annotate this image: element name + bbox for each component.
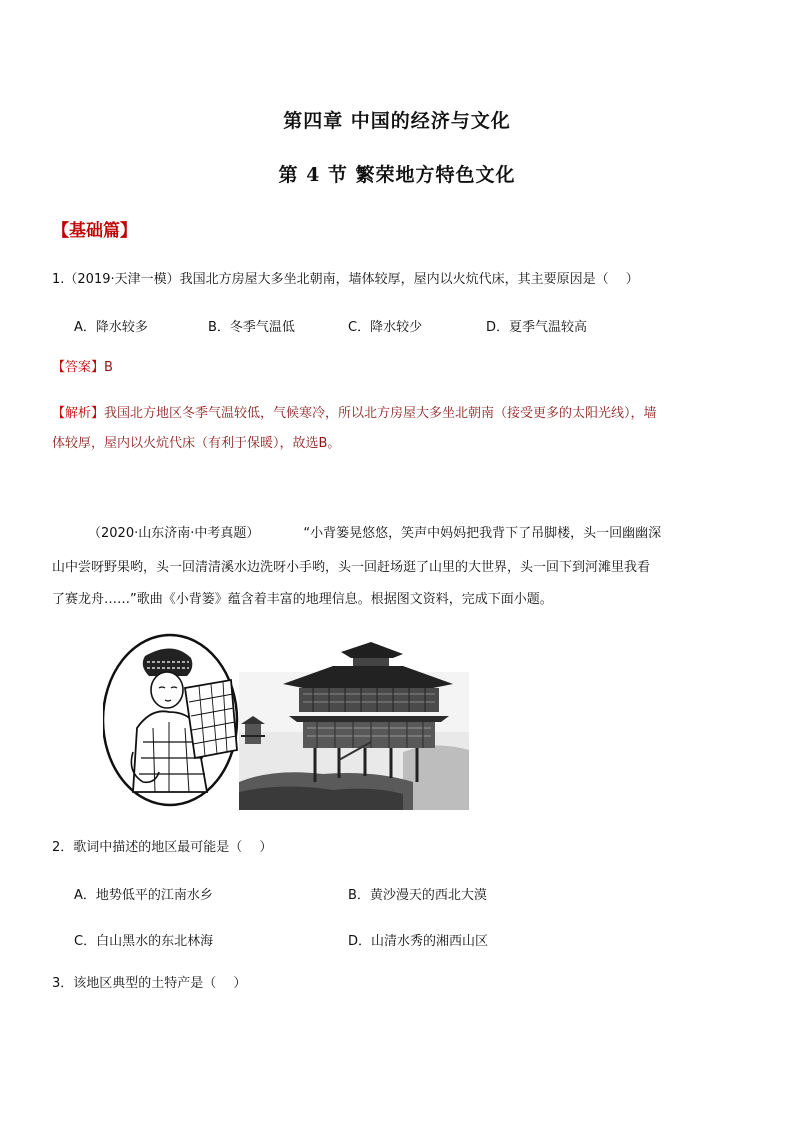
- analysis-text-1: 我国北方地区冬季气温较低，气候寒冷，所以北方房屋大多坐北朝南（接受更多的太阳光线），墙: [104, 406, 657, 421]
- chapter-title: 第四章 中国的经济与文化: [283, 110, 511, 132]
- passage-figure: [103, 632, 469, 810]
- q1-option-c: C．降水较少: [348, 320, 423, 335]
- figure-illustration: [103, 632, 469, 810]
- section-title: 第 4 节 繁荣地方特色文化: [278, 164, 516, 186]
- q2-option-d: D．山清水秀的湘西山区: [348, 934, 489, 949]
- q1-option-d: D．夏季气温较高: [486, 320, 588, 335]
- passage-line-3: 了赛龙舟……”歌曲《小背篓》蕴含着丰富的地理信息。根据图文资料，完成下面小题。: [52, 592, 553, 607]
- q1-option-a: A．降水较多: [74, 320, 148, 335]
- analysis-label: 【解析】: [52, 406, 105, 421]
- passage-quote-start: “小背篓晃悠悠，笑声中妈妈把我背下了吊脚楼，头一回幽幽深: [303, 526, 662, 541]
- passage-line-1: [52, 518, 661, 550]
- q2-option-c: C．白山黑水的东北林海: [74, 934, 214, 949]
- answer-value: B: [104, 360, 113, 375]
- passage-source: （2020·山东济南·中考真题）: [88, 526, 260, 541]
- question-3-stem: 3．该地区典型的土特产是（ ）: [52, 976, 247, 991]
- passage-line-2: 山中尝呀野果哟，头一回清清溪水边洗呀小手哟，头一回赶场逛了山里的大世界，头一回下到河滩里我看: [52, 560, 651, 575]
- q2-option-a: A．地势低平的江南水乡: [74, 888, 213, 903]
- question-2-stem: 2．歌词中描述的地区最可能是（ ）: [52, 840, 273, 855]
- question-1-stem: 1.（2019·天津一模）我国北方房屋大多坐北朝南，墙体较厚，屋内以火炕代床，其主要原因是（ ）: [52, 272, 639, 287]
- q2-option-b: B．黄沙漫天的西北大漠: [348, 888, 487, 903]
- q1-option-b: B．冬季气温低: [208, 320, 295, 335]
- q1-analysis-line-2: 体较厚，屋内以火炕代床（有利于保暖），故选B。: [52, 436, 341, 451]
- answer-label: 【答案】: [52, 360, 105, 375]
- woman-with-basket-drawing: [103, 635, 237, 805]
- q1-answer: [52, 352, 113, 384]
- q1-analysis-line-1: [52, 398, 657, 430]
- section-tag: 【基础篇】: [52, 221, 137, 241]
- stilted-building-photo: [239, 642, 469, 810]
